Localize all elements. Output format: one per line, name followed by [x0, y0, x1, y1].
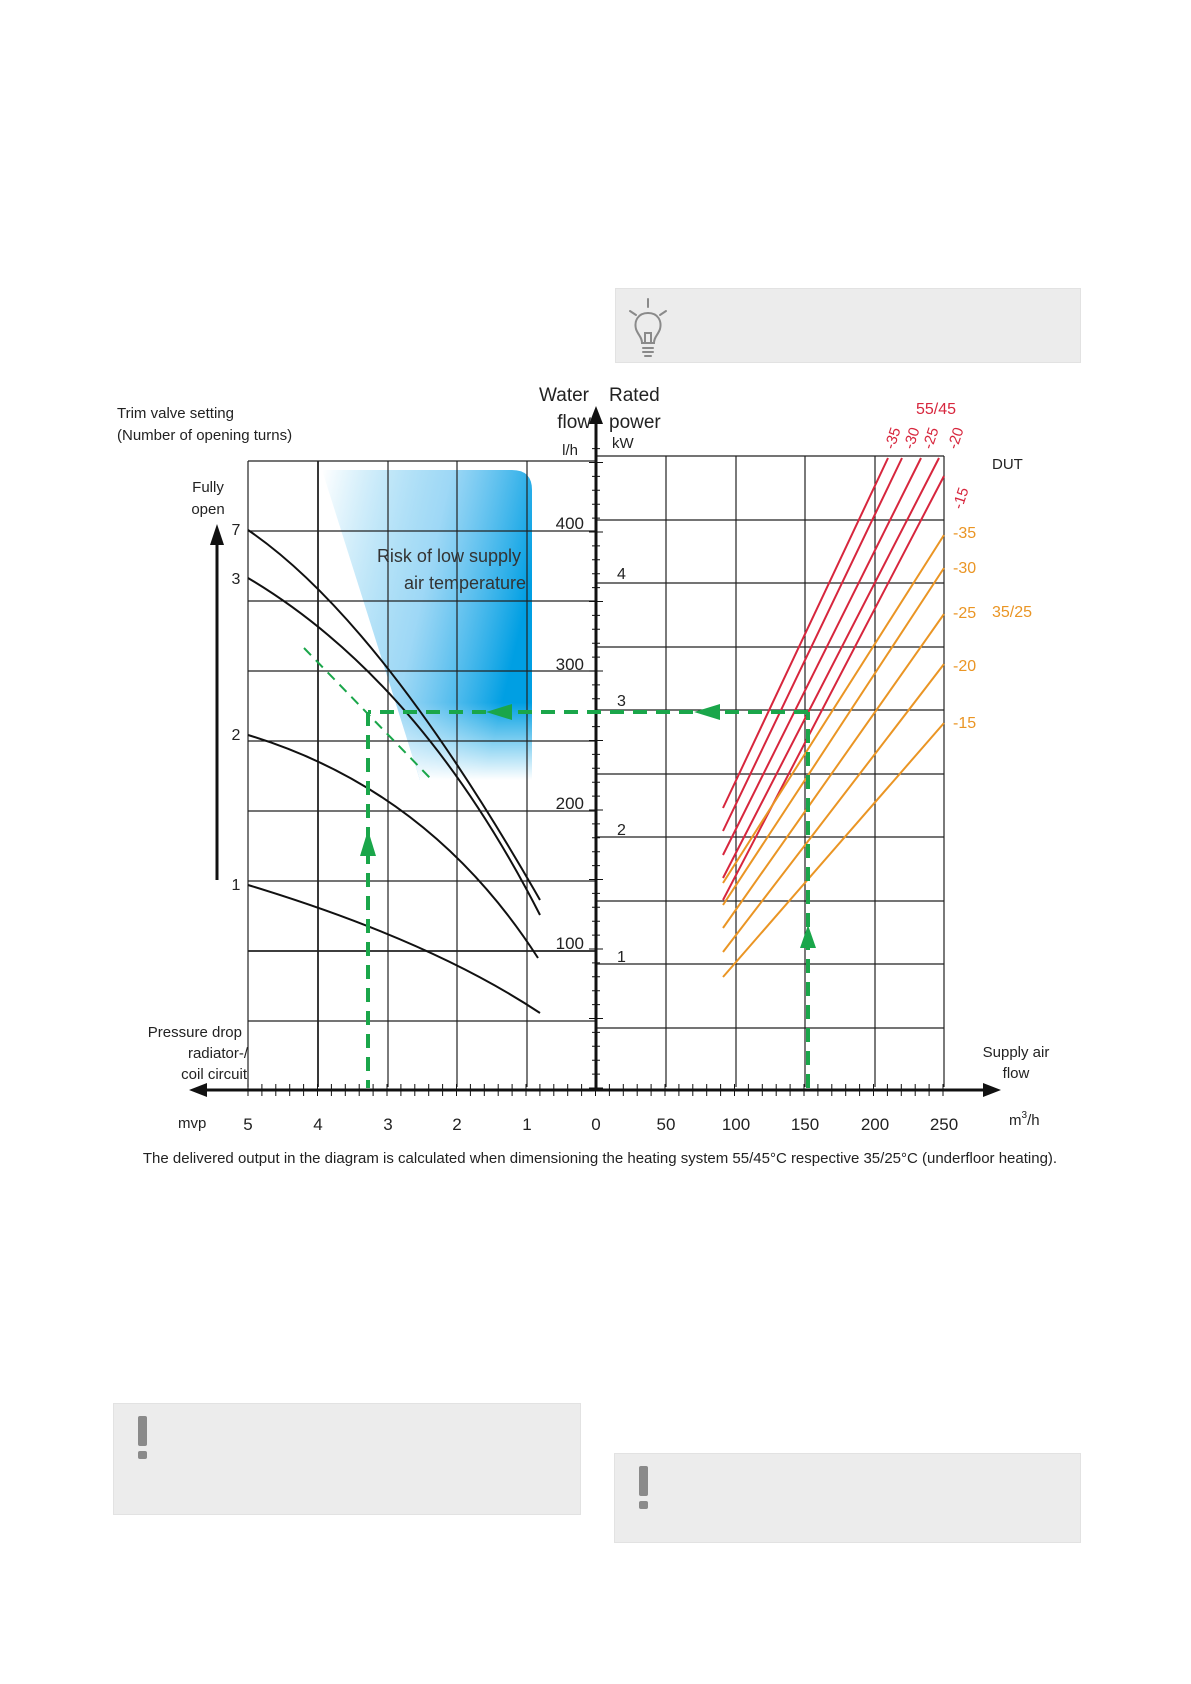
water-flow-tick-100: 100 — [555, 934, 584, 953]
system-35-label: 35/25 — [992, 604, 1033, 621]
rated-power-tick-1: 1 — [617, 949, 626, 966]
arrow-left-right — [694, 704, 720, 720]
trim-turns-2: 2 — [231, 727, 241, 744]
dut-35-label-25: -25 — [953, 605, 977, 622]
airflow-tick-100: 100 — [721, 1115, 751, 1134]
pressure-unit: mvp — [178, 1115, 207, 1132]
rated-power-unit: kW — [612, 435, 634, 452]
trim-valve-title-line2: (Number of opening turns) — [117, 427, 293, 444]
dut-55-label-35: -35 — [881, 425, 905, 452]
water-flow-tick-300: 300 — [555, 655, 584, 674]
trim-valve-arrow — [210, 524, 224, 880]
central-axis — [589, 406, 603, 1090]
trim-turns-3: 3 — [231, 571, 241, 588]
orange-line-dut-35 — [723, 535, 944, 883]
system-55-label: 55/45 — [916, 401, 957, 418]
pressure-tick-4: 4 — [313, 1115, 323, 1134]
fully-open-line1: Fully — [192, 479, 224, 496]
curve-turns-1 — [248, 885, 540, 1013]
water-flow-tick-200: 200 — [555, 794, 584, 813]
airflow-tick-50: 50 — [656, 1115, 676, 1134]
pressure-drop-label-line3: coil circuit — [181, 1066, 247, 1083]
pressure-tick-3: 3 — [383, 1115, 393, 1134]
water-flow-label-line2: flow — [557, 412, 591, 433]
rated-power-tick-3: 3 — [617, 693, 626, 710]
red-lines-55-45 — [723, 458, 944, 900]
dut-35-label-30: -30 — [953, 560, 977, 577]
supply-air-label-line1: Supply air — [982, 1044, 1050, 1061]
dut-label: DUT — [992, 456, 1023, 473]
pressure-drop-label-line2: radiator-/ — [187, 1045, 248, 1062]
water-flow-tick-400: 400 — [555, 514, 584, 533]
water-flow-label-line1: Water — [539, 385, 589, 406]
fully-open-line2: open — [191, 501, 225, 518]
arrow-up-left — [360, 830, 376, 856]
dut-35-label-15: -15 — [953, 715, 977, 732]
airflow-tick-200: 200 — [860, 1115, 890, 1134]
rated-power-label-line2: power — [609, 412, 661, 433]
airflow-unit: $m^3/h$ — [1009, 1110, 1040, 1129]
bottom-axis — [189, 1083, 1001, 1097]
dut-55-label-30: -30 — [900, 425, 924, 452]
diagram-caption: The delivered output in the diagram is calculated when dimensioning the heating system 55/45°C respective 35/25°C (underfloor heating). — [142, 1150, 1058, 1167]
dut-35-label-35: -35 — [953, 525, 977, 542]
supply-air-label-line2: flow — [1002, 1065, 1030, 1082]
risk-label-line1: Risk of low supply — [376, 546, 521, 566]
trim-turns-1: 1 — [231, 877, 241, 894]
dut-55-label-25: -25 — [919, 425, 943, 452]
pressure-tick-5: 5 — [243, 1115, 253, 1134]
rated-power-tick-2: 2 — [617, 822, 626, 839]
rated-power-tick-4: 4 — [617, 566, 626, 583]
pressure-tick-2: 2 — [452, 1115, 462, 1134]
red-line-dut-25 — [723, 458, 921, 855]
trim-turns-7: 7 — [231, 522, 241, 539]
arrow-up-right — [800, 925, 816, 948]
airflow-tick-150: 150 — [790, 1115, 820, 1134]
pressure-tick-1: 1 — [522, 1115, 532, 1134]
trim-valve-title-line1: Trim valve setting — [117, 405, 234, 422]
pressure-tick-0: 0 — [591, 1115, 601, 1134]
risk-label-line2: air temperature — [403, 573, 526, 593]
dut-55-label-15: -15 — [949, 485, 973, 512]
rated-power-label-line1: Rated — [609, 385, 660, 406]
water-flow-unit: l/h — [562, 442, 578, 459]
dut-55-label-20: -20 — [944, 425, 968, 452]
airflow-tick-250: 250 — [929, 1115, 959, 1134]
risk-region — [322, 470, 532, 780]
dut-35-label-20: -20 — [953, 658, 977, 675]
pressure-drop-label-line1: Pressure drop — [147, 1024, 242, 1041]
